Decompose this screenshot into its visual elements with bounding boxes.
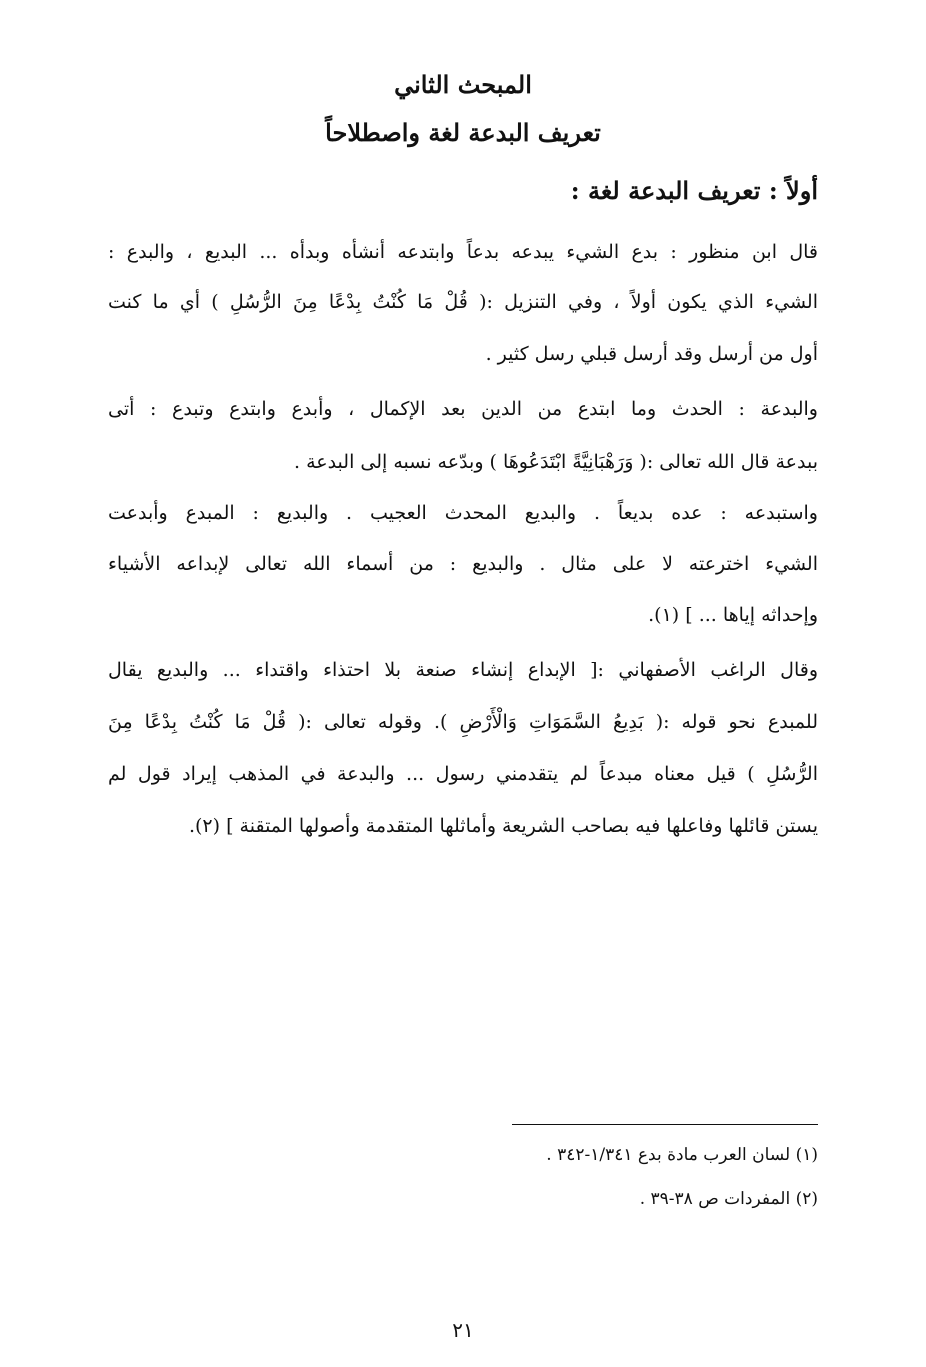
subsection-heading: أولاً : تعريف البدعة لغة : (570, 176, 818, 205)
body-line: يستن قائلها وفاعلها فيه بصاحب الشريعة وأماثلها المتقدمة وأصولها المتقنة ] (٢). (188, 815, 818, 837)
body-line: وقال الراغب الأصفهاني :[ الإبداع إنشاء صنعة بلا احتذاء واقتداء ... والبديع يقال (108, 659, 818, 681)
footnote-separator (512, 1124, 818, 1125)
body-line: وإحداثه إياها ... ] (١). (648, 604, 818, 626)
body-line: للمبدع نحو قوله :( بَدِيعُ السَّمَوَاتِ وَالْأَرْضِ ). وقوله تعالى :( قُلْ مَا كُنْتُ بِدْعًا مِنَ (108, 711, 818, 733)
footnote: (٢) المفردات ص ٣٨-٣٩ . (639, 1189, 818, 1209)
body-line: ببدعة قال الله تعالى :( وَرَهْبَانِيَّةً ابْتَدَعُوهَا ) وبدّعه نسبه إلى البدعة . (293, 451, 818, 473)
body-line: قال ابن منظور : بدع الشيء يبدعه بدعاً وابتدعه أنشأه وبدأه ... البديع ، والبدع : (108, 241, 818, 263)
page-number: ٢١ (452, 1318, 474, 1342)
body-line: الشيء الذي يكون أولاً ، وفي التنزيل :( قُلْ مَا كُنْتُ بِدْعًا مِنَ الرُّسُلِ ) أي ما كنت (108, 291, 818, 313)
body-line: أول من أرسل وقد أرسل قبلي رسل كثير . (485, 343, 818, 365)
section-title: تعريف البدعة لغة واصطلاحاً (325, 118, 601, 147)
body-line: والبدعة : الحدث وما ابتدع من الدين بعد الإكمال ، وأبدع وابتدع وتبدع : أتى (108, 398, 818, 420)
footnote: (١) لسان العرب مادة بدع ١/٣٤١-٣٤٢ . (546, 1145, 818, 1165)
body-line: الرُّسُلِ ) قيل معناه مبدعاً لم يتقدمني رسول ... والبدعة في المذهب إيراد قول لم (108, 763, 818, 785)
body-line: واستبدعه : عده بديعاً . والبديع المحدث العجيب . والبديع : المبدع وأبدعت (108, 502, 818, 524)
body-line: الشيء اخترعته لا على مثال . والبديع : من أسماء الله تعالى لإبداعه الأشياء (108, 553, 818, 575)
chapter-title: المبحث الثاني (394, 70, 532, 99)
